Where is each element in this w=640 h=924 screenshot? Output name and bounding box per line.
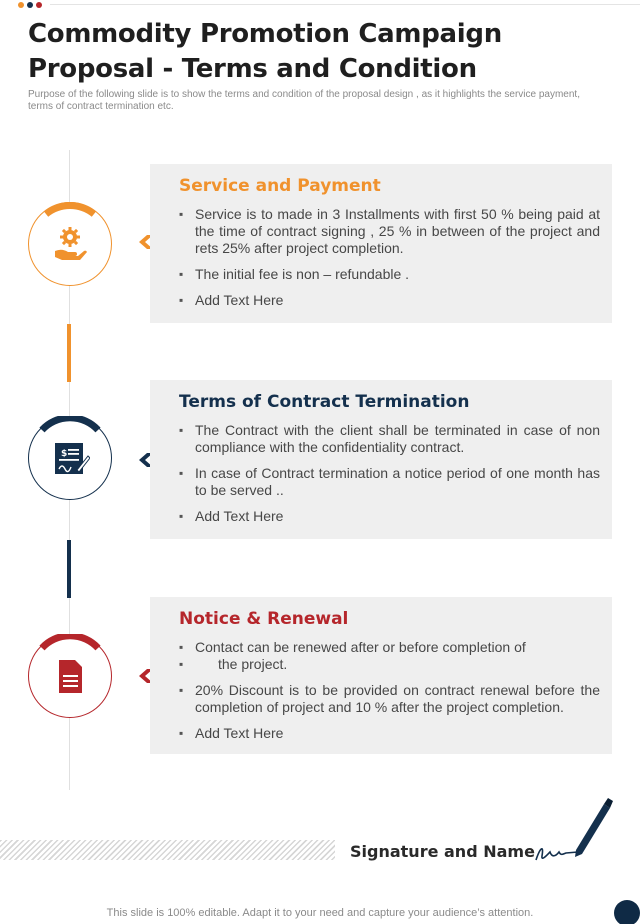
bullet-list — [179, 422, 600, 534]
signature-label: Signature and Name — [350, 842, 535, 861]
bullet-list — [179, 639, 600, 751]
section-heading: Notice & Renewal — [179, 609, 349, 629]
list-item: ▪ 20% Discount is to be provided on contract renewal before the completion of project and 10 % after the project completion. — [179, 682, 600, 716]
title-line-2: Proposal - Terms and Condition — [28, 54, 477, 84]
arc-decoration — [28, 416, 112, 500]
notice-renewal-badge — [28, 634, 112, 718]
list-item: ▪ the project. — [179, 656, 600, 673]
title-line-1: Commodity Promotion Campaign — [28, 19, 502, 49]
contract-termination-badge — [28, 416, 112, 500]
svg-text:$: $ — [61, 449, 68, 459]
service-payment-card — [150, 164, 612, 323]
list-item: ▪ In case of Contract termination a notice period of one month has to be served .. — [179, 465, 600, 499]
section-heading: Terms of Contract Termination — [179, 392, 470, 412]
arc-decoration — [28, 634, 112, 718]
contract-termination-card — [150, 380, 612, 539]
page-title — [28, 17, 588, 87]
list-item: ▪ Contact can be renewed after or before completion of — [179, 639, 600, 656]
list-item: ▪ Add Text Here — [179, 508, 600, 525]
timeline-bar-navy — [67, 540, 71, 598]
list-item: ▪ The Contract with the client shall be terminated in case of non compliance with the confidentiality contract. — [179, 422, 600, 456]
list-item: ▪ The initial fee is non – refundable . — [179, 266, 600, 283]
notice-renewal-card — [150, 597, 612, 754]
timeline-bar-orange — [67, 324, 71, 382]
list-item: ▪ Service is to made in 3 Installments with first 50 % being paid at the time of contract signing , 25 % in between of the project and rets 25% after project completion. — [179, 206, 600, 257]
page-subtitle: Purpose of the following slide is to show the terms and condition of the proposal design , as it highlights the service payment, terms of contract termination etc. — [28, 89, 580, 112]
footer-note: This slide is 100% editable. Adapt it to your need and capture your audience’s attention. — [106, 907, 534, 919]
navy-dot — [27, 2, 33, 8]
section-heading: Service and Payment — [179, 176, 381, 196]
arc-decoration — [28, 202, 112, 286]
pen-signature-icon — [532, 794, 614, 866]
red-dot — [36, 2, 42, 8]
corner-dot — [614, 900, 640, 924]
list-item: ▪ Add Text Here — [179, 292, 600, 309]
list-item: ▪ Add Text Here — [179, 725, 600, 742]
top-divider — [50, 4, 640, 5]
bullet-list — [179, 206, 600, 318]
top-dots — [18, 2, 42, 8]
signature-stripes — [0, 840, 335, 860]
service-payment-badge — [28, 202, 112, 286]
orange-dot — [18, 2, 24, 8]
